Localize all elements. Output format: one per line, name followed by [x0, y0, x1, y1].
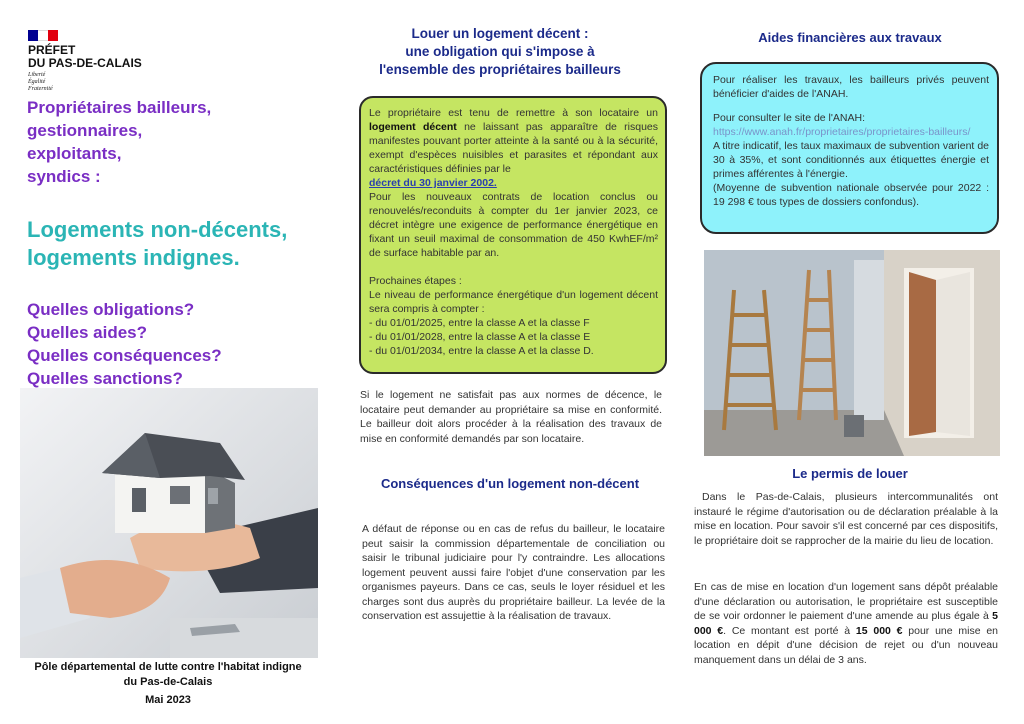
main-headline: [27, 216, 317, 272]
motto-egalite: Égalité: [28, 79, 46, 85]
motto-fraternite: Fraternité: [28, 86, 53, 92]
hands-house-photo: [20, 388, 318, 658]
permis-title: Le permis de louer: [792, 466, 908, 481]
motto-liberte: Liberté: [28, 72, 46, 78]
question-item: Quelles conséquences?: [27, 346, 222, 365]
permis-paragraph-1: Dans le Pas-de-Calais, plusieurs intercommunalités ont instauré le régime d'autorisation ou de déclaration préalable à la mise en location. Pour savoir s'il est concerné par ces dispositifs, le propriétaire doit se rapprocher de la mairie du lieu de location.: [694, 491, 998, 547]
footer-organization: [18, 660, 318, 690]
obligation-title: [350, 25, 650, 79]
question-item: Quelles obligations?: [27, 300, 195, 319]
audience-heading: [27, 96, 317, 188]
aides-paragraph-3: A titre indicatif, les taux maximaux de subvention varient de 30 à 35%, et sont conditionnés aux étiquettes énergie et primes afférentes à l'énergie.: [713, 140, 989, 180]
title-line: une obligation qui s'impose à: [405, 44, 595, 59]
next-steps-title: Prochaines étapes :: [369, 275, 462, 287]
audience-line: gestionnaires,: [27, 121, 143, 140]
decency-paragraph: Le propriétaire est tenu de remettre à son locataire un logement décent ne laissant pas apparaître de risques manifestes pouvant porter atteinte à la santé ou à la sécurité, exempt d'espèces nuisibles et parasites et répondant aux caractéristiques définies par le décret du 30 janvier 2002.: [369, 107, 659, 189]
fine-amount-2: 15 000 €: [855, 624, 903, 637]
headline-line: logements indignes.: [27, 245, 240, 270]
audience-line: exploitants,: [27, 144, 122, 163]
permis-paragraph-2: En cas de mise en location d'un logement sans dépôt préalable d'une déclaration ou autorisation, le propriétaire est susceptible de se voir ordonner le paiement d'une amende au plus égale à 5 000 €. Ce montant est porté à 15 000 € pour une mise en location en dépit d'une décision de rejet ou d'un nouveau manquement dans un délai de 3 ans.: [694, 581, 999, 666]
prefet-line-2: DU PAS-DE-CALAIS: [28, 56, 142, 70]
footer-date: Mai 2023: [145, 694, 191, 706]
headline-line: Logements non-décents,: [27, 217, 288, 242]
consequences-paragraph: A défaut de réponse ou en cas de refus du bailleur, le locataire peut saisir la commission départementale de conciliation ou saisir le tribunal judiciaire pour l'y contraindre. Les allocations logement peuvent aussi faire l'objet d'une conservation par les organismes payeurs. Dans ce cas, seuls le loyer résiduel et les charges sont dus auprès du propriétaire bailleur. La levée de la conservation est assujettie à la réalisation de travaux.: [362, 523, 665, 622]
audience-line: Propriétaires bailleurs,: [27, 98, 212, 117]
renovation-photo: [704, 250, 1000, 456]
step-item: - du 01/01/2025, entre la classe A et la classe F: [369, 317, 590, 329]
decree-link[interactable]: décret du 30 janvier 2002.: [369, 177, 497, 189]
prefet-line-1: PRÉFET: [28, 43, 76, 57]
energy-paragraph: Pour les nouveaux contrats de location conclus ou renouvelés/reconduits à compter du 1er janvier 2023, ce décret intègre une exigence de performance énergétique en fixant un seuil maximal de consommation de 450 KwhEF/m² de surface habitable par an.: [369, 191, 658, 259]
next-steps-paragraph: Le niveau de performance énergétique d'un logement décent sera compris à compter :: [369, 289, 658, 315]
republic-motto: [28, 72, 53, 93]
step-item: - du 01/01/2028, entre la classe A et la classe E: [369, 331, 591, 343]
aides-paragraph-2: Pour consulter le site de l'ANAH:: [713, 112, 865, 124]
decency-info-box: [359, 96, 667, 374]
prefecture-name: [28, 44, 142, 70]
aides-info-box: [700, 62, 999, 234]
question-item: Quelles aides?: [27, 323, 147, 342]
aides-paragraph-4: (Moyenne de subvention nationale observée pour 2022 : 19 298 € tous types de dossiers confondus).: [713, 182, 989, 208]
marianne-flag-logo: [28, 30, 58, 41]
question-item: Quelles sanctions?: [27, 369, 183, 388]
footer-org-line-1: Pôle départemental de lutte contre l'habitat indigne: [34, 661, 302, 673]
compliance-paragraph: Si le logement ne satisfait pas aux normes de décence, le locataire peut demander au propriétaire sa mise en conformité. Le bailleur doit alors procéder à la réalisation des travaux de mise en conformité demandés par son locataire.: [360, 389, 662, 445]
aides-title: Aides financières aux travaux: [758, 30, 942, 45]
fine-amount-1: 5 000 €: [694, 610, 998, 637]
aides-paragraph-1: Pour réaliser les travaux, les bailleurs privés peuvent bénéficier d'aides de l'ANAH.: [713, 74, 989, 100]
title-line: l'ensemble des propriétaires bailleurs: [379, 62, 621, 77]
step-item: - du 01/01/2034, entre la classe A et la classe D.: [369, 345, 594, 357]
questions-list: [27, 298, 317, 390]
audience-line: syndics :: [27, 167, 101, 186]
footer-org-line-2: du Pas-de-Calais: [123, 676, 213, 688]
consequences-title: Conséquences d'un logement non-décent: [380, 476, 640, 491]
anah-link[interactable]: https://www.anah.fr/proprietaires/proprietaires-bailleurs/: [713, 126, 971, 138]
bold-logement-decent: logement décent: [369, 121, 457, 133]
title-line: Louer un logement décent :: [411, 26, 589, 41]
